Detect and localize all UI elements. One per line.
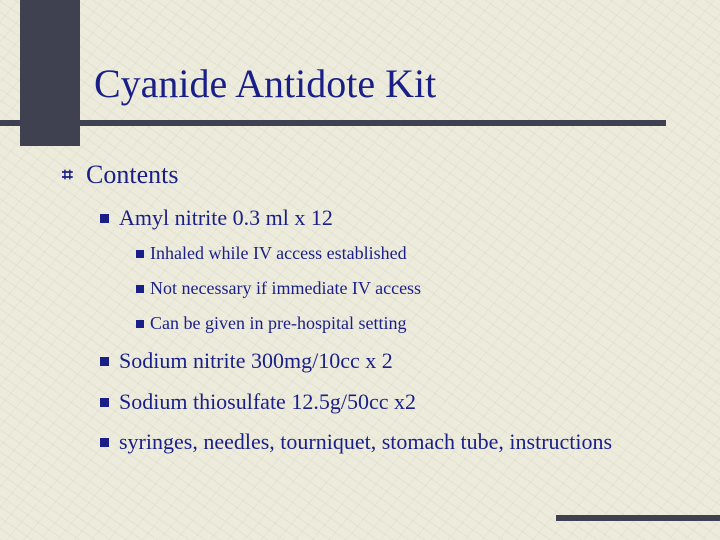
square-bullet-icon: [136, 285, 144, 293]
subitem-label: Can be given in pre-hospital setting: [150, 313, 407, 333]
subitem-label: Inhaled while IV access established: [150, 243, 407, 263]
item-label: Amyl nitrite 0.3 ml x 12: [119, 205, 333, 230]
level1-item-contents: [62, 160, 178, 190]
item-label: syringes, needles, tourniquet, stomach tube, instructions: [119, 429, 613, 454]
square-bullet-icon: [136, 250, 144, 258]
bottom-accent-rule: [556, 515, 720, 521]
square-bullet-icon: [100, 357, 109, 366]
item-label: Sodium nitrite 300mg/10cc x 2: [119, 348, 393, 373]
level3-item: [136, 276, 421, 300]
square-bullet-icon: [100, 214, 109, 223]
level2-item: [100, 426, 639, 458]
subitem-label: Not necessary if immediate IV access: [150, 278, 422, 298]
level2-item: [100, 202, 333, 234]
square-bullet-icon: [136, 320, 144, 328]
hash-bullet-icon: ⌗: [62, 164, 73, 186]
level3-item: [136, 311, 406, 335]
square-bullet-icon: [100, 398, 109, 407]
contents-heading: Contents: [86, 160, 179, 189]
level2-item: [100, 386, 416, 418]
level3-item: [136, 241, 407, 265]
slide-title: Cyanide Antidote Kit: [94, 61, 437, 106]
title-underline-rule: [0, 120, 666, 126]
item-label: Sodium thiosulfate 12.5g/50cc x2: [119, 389, 416, 414]
square-bullet-icon: [100, 438, 109, 447]
level2-item: [100, 345, 393, 377]
